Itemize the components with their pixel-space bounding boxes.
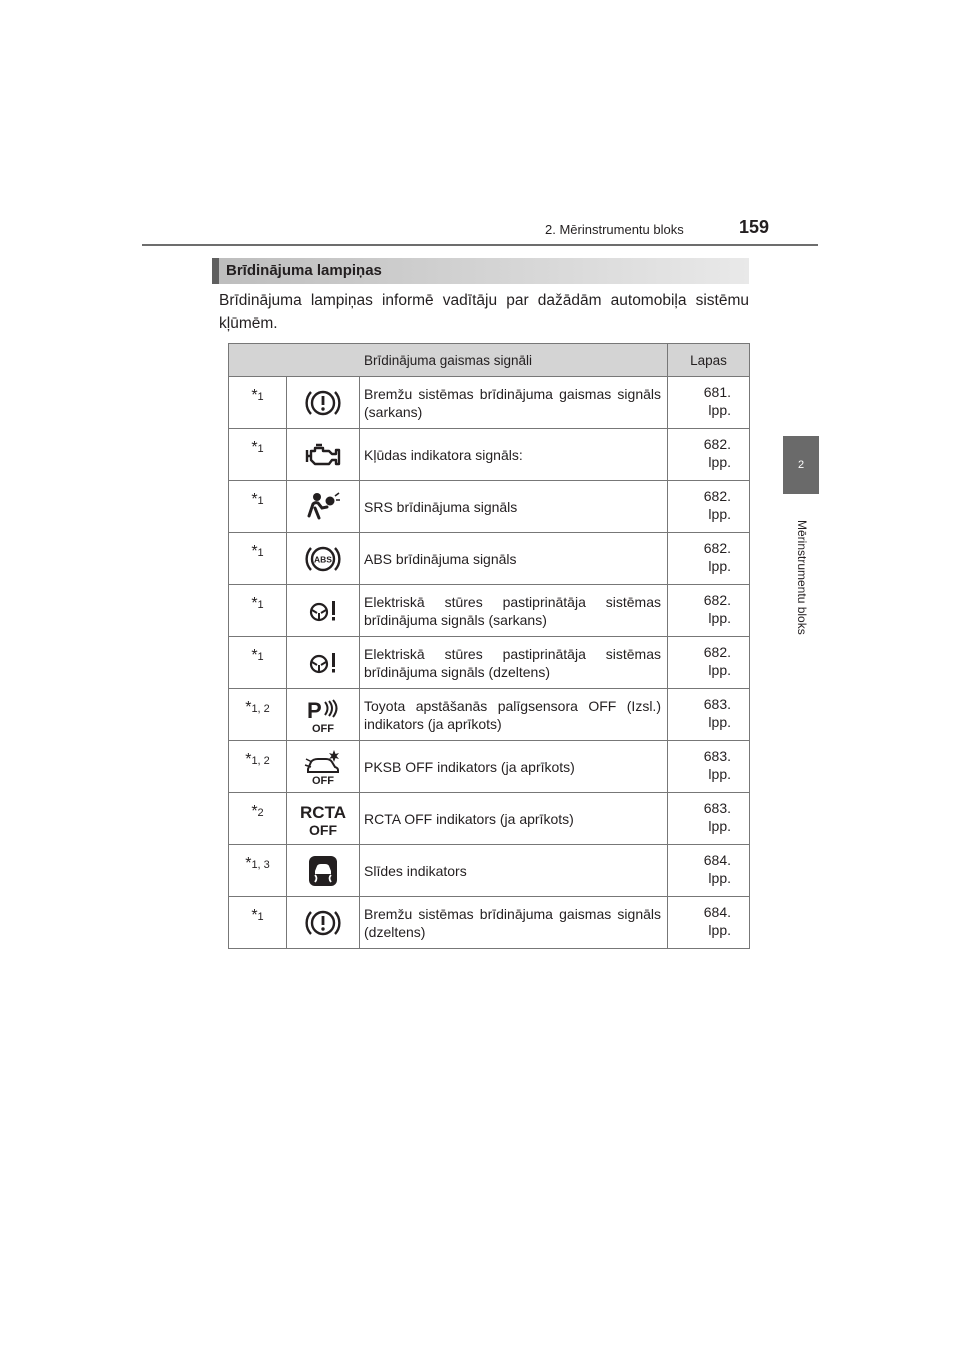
page-ref-number: 681. [703,384,731,400]
footnote-star: * [251,595,258,612]
srs-airbag-icon [287,481,360,533]
footnote-number: 1 [257,443,264,455]
table-body [229,377,750,949]
slip-indicator-icon [287,845,360,897]
warning-lights-table [228,343,750,949]
signal-description: Slīdes indikators [360,845,668,897]
page-reference [668,533,750,585]
footnote-number: 2 [257,807,264,819]
brake-warning-icon [287,897,360,949]
signal-description: Bremžu sistēmas brīdinājuma gaismas signāls (sarkans) [360,377,668,429]
chapter-side-label [772,520,832,650]
page-ref-suffix: lpp. [708,714,731,730]
table-row [229,377,750,429]
footnote-star: * [251,543,258,560]
intro-paragraph: Brīdinājuma lampiņas informē vadītāju par dažādām automobiļa sistēmu kļūmēm. [219,292,749,332]
footnote-number: 1 [257,911,264,923]
chapter-side-label-text: Mērinstrumentu bloks [795,520,809,635]
page-ref-suffix: lpp. [708,922,731,938]
svg-text:OFF: OFF [312,774,334,786]
page-ref-number: 682. [703,644,731,660]
pksb-off-icon [287,741,360,793]
signal-description: SRS brīdinājuma signāls [360,481,668,533]
page-ref-suffix: lpp. [708,402,731,418]
footnote-number: 1, 2 [251,755,270,767]
chapter-tab-number: 2 [797,459,805,471]
footnote-marker [229,585,287,637]
signal-description: PKSB OFF indikators (ja aprīkots) [360,741,668,793]
footnote-marker [229,689,287,741]
page-ref-number: 683. [703,696,731,712]
footnote-star: * [251,907,258,924]
section-title: Brīdinājuma lampiņas [226,262,382,279]
page-reference [668,637,750,689]
signal-description: Elektriskā stūres pastiprinātāja sistēmas brīdinājuma signāls (sarkans) [360,585,668,637]
footnote-star: * [245,855,252,872]
page-ref-suffix: lpp. [708,610,731,626]
footnote-number: 1 [257,391,264,403]
footnote-number: 1 [257,599,264,611]
footnote-star: * [251,439,258,456]
table-row [229,741,750,793]
page-ref-suffix: lpp. [708,766,731,782]
footnote-marker [229,533,287,585]
footnote-number: 1, 2 [251,703,270,715]
table-row [229,793,750,845]
abs-icon [287,533,360,585]
page-reference [668,845,750,897]
footnote-star: * [251,647,258,664]
rcta-off-icon [287,793,360,845]
page-ref-number: 683. [703,800,731,816]
page-reference [668,897,750,949]
page-ref-suffix: lpp. [708,870,731,886]
footnote-star: * [251,387,258,404]
section-heading [212,258,749,284]
page-ref-number: 682. [703,592,731,608]
table-row [229,533,750,585]
footnote-marker [229,637,287,689]
signal-description: ABS brīdinājuma signāls [360,533,668,585]
footnote-star: * [245,699,252,716]
header-pages: Lapas [668,344,750,377]
footnote-marker [229,845,287,897]
signal-description: Toyota apstāšanās palīgsensora OFF (Izsl.) indikators (ja aprīkots) [360,689,668,741]
parking-sensor-off-icon [287,689,360,741]
page-ref-suffix: lpp. [708,558,731,574]
page-ref-number: 682. [703,488,731,504]
page-ref-suffix: lpp. [708,506,731,522]
page-reference [668,741,750,793]
svg-text:ABS: ABS [314,554,332,564]
footnote-star: * [245,751,252,768]
table-row [229,637,750,689]
table-row [229,585,750,637]
page-ref-suffix: lpp. [708,818,731,834]
footnote-star: * [251,491,258,508]
footnote-marker [229,793,287,845]
page-ref-suffix: lpp. [708,662,731,678]
brake-warning-icon [287,377,360,429]
page-reference [668,585,750,637]
table-header-row [229,344,750,377]
page-ref-number: 684. [703,904,731,920]
footnote-marker [229,377,287,429]
svg-text:P: P [307,697,322,723]
footnote-marker [229,429,287,481]
svg-text:OFF: OFF [309,821,337,838]
page-number: 159 [739,217,770,237]
footnote-marker [229,481,287,533]
page-ref-number: 683. [703,748,731,764]
section-stripe [212,258,219,284]
icon-off-text: OFF [312,722,334,734]
page-reference [668,689,750,741]
page-reference [668,377,750,429]
page-ref-number: 682. [703,540,731,556]
signal-description: Bremžu sistēmas brīdinājuma gaismas signāls (dzeltens) [360,897,668,949]
header-signals: Brīdinājuma gaismas signāli [229,344,668,377]
page-ref-number: 682. [703,436,731,452]
signal-description: Elektriskā stūres pastiprinātāja sistēmas brīdinājuma signāls (dzeltens) [360,637,668,689]
signal-description: RCTA OFF indikators (ja aprīkots) [360,793,668,845]
chapter-title: 2. Mērinstrumentu bloks [545,222,684,237]
footnote-number: 1 [257,495,264,507]
page-reference [668,793,750,845]
footnote-number: 1 [257,651,264,663]
page-ref-number: 684. [703,852,731,868]
table-row [229,429,750,481]
svg-text:RCTA: RCTA [300,802,346,822]
power-steering-icon [287,637,360,689]
table-row [229,481,750,533]
footnote-marker [229,741,287,793]
footnote-marker [229,897,287,949]
signal-description: Kļūdas indikatora signāls: [360,429,668,481]
table-row [229,897,750,949]
table-row [229,845,750,897]
page-reference [668,481,750,533]
check-engine-icon [287,429,360,481]
chapter-tab [783,436,819,494]
page-ref-suffix: lpp. [708,454,731,470]
header-rule [142,244,818,246]
table-row [229,689,750,741]
page-reference [668,429,750,481]
footnote-star: * [251,803,258,820]
power-steering-icon [287,585,360,637]
footnote-number: 1 [257,547,264,559]
footnote-number: 1, 3 [251,859,270,871]
